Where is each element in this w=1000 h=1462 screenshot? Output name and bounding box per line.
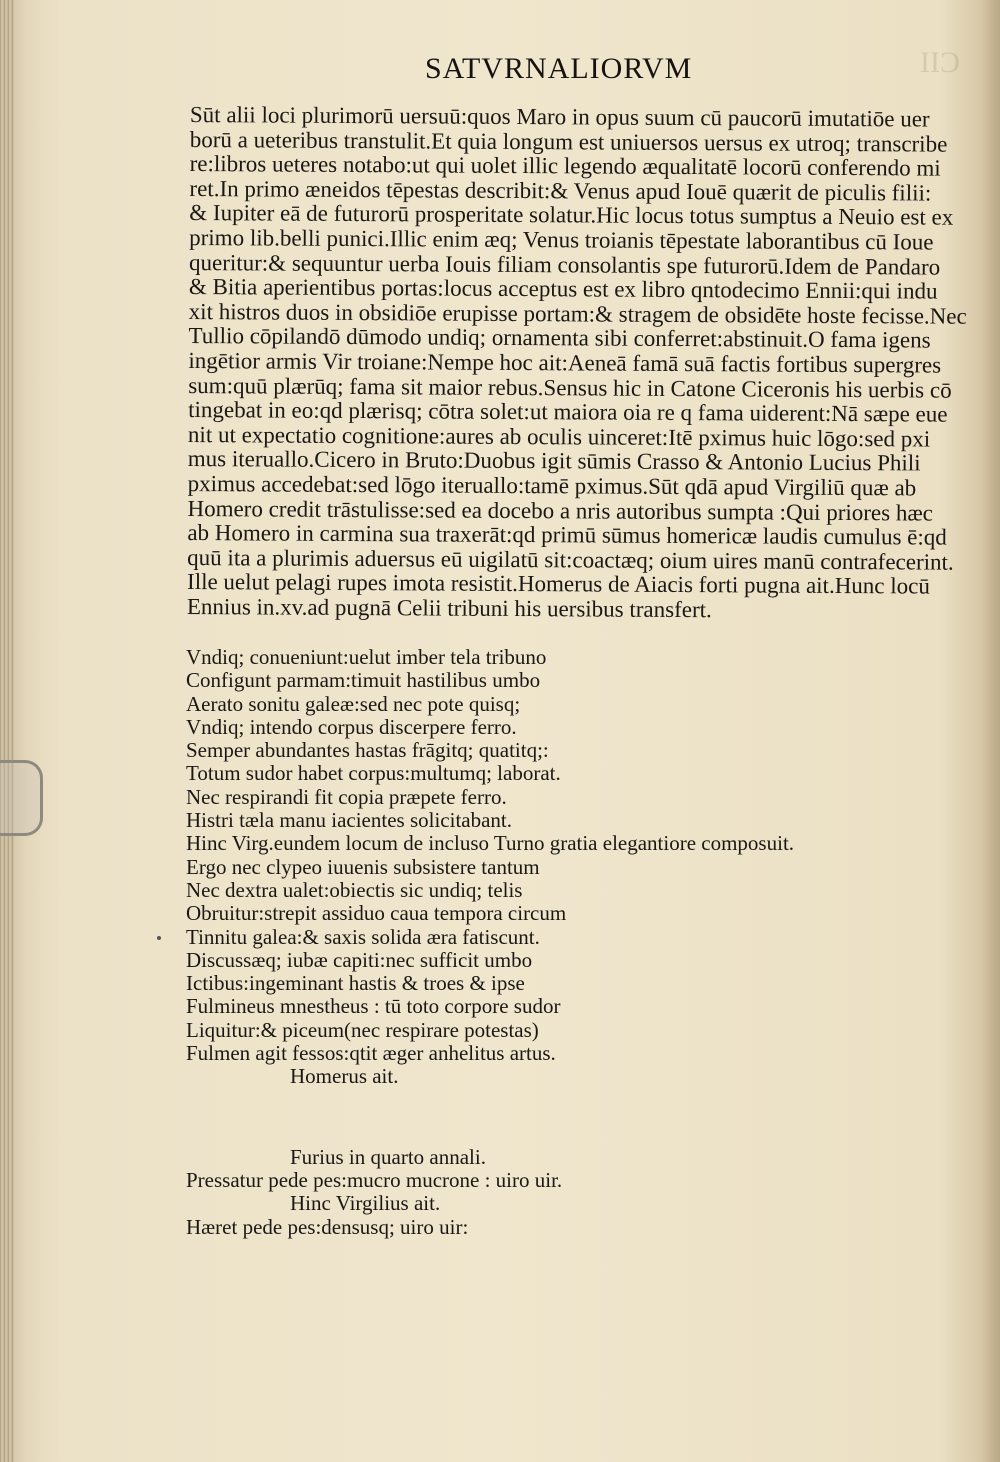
prose-line: re:libros ueteres notabo:ut qui uolet illic legendo æqualitatē locorū conferendo mi — [189, 151, 941, 181]
prose-line: tingebat in eo:qd plærisq; cōtra solet:ut maiora oia re q fama uiderent:Nā sæpe eue — [188, 397, 948, 427]
prose-line: Ennius in.xv.ad pugnā Celii tribuni his uersibus transfert. — [186, 593, 712, 623]
prose-line: Tullio cōpilandō dūmodo undiq; ornamenta sibi conferret:abstinuit.O fama igens — [188, 323, 931, 353]
prose-line: sum:quū plærūq; fama sit maior rebus.Sensus hic in Catone Ciceronis his uerbis cō — [188, 372, 952, 403]
prose-line: borū a ueteribus transtulit.Et quia longum est uniuersos uersus ex utroq; transcribe — [189, 126, 948, 157]
prose-block — [186, 102, 967, 624]
verse-line: Nec respirandi fit copia præpete ferro. — [186, 784, 507, 809]
prose-line: nit ut expectatio cognitione:aures ab oculis uinceret:Itē pximus huic lōgo:sed pxi — [187, 421, 931, 452]
prose-line: ingētior armis Vir troiane:Nempe hoc ait:Aeneā famā suā factis fortibus supergres — [188, 347, 942, 378]
verse-block — [186, 646, 794, 1239]
prose-line: & Bitia aperientibus portas:locus acceptus est ex libro qntodecimo Ennii:qui indu — [188, 274, 938, 304]
verse-line: Fulmineus mnestheus : tū toto corpore sudor — [186, 994, 561, 1019]
prose-line: xit histros duos in obsidiōe erupisse portam:& stragem de obsidēte hoste fecisse.Nec — [188, 298, 967, 329]
verse-line: Tinnitu galea:& saxis solida æra fatiscunt. — [186, 924, 540, 949]
running-head: SATVRNALIORVM — [425, 52, 693, 85]
verse-line: Semper abundantes hastas frāgitq; quatitq;: — [186, 738, 549, 763]
heading-virgil: Hinc Virgilius ait. — [290, 1191, 441, 1216]
show-through-folio: CII — [920, 46, 960, 79]
verse-line: Histri tæla manu iacientes solicitabant. — [186, 808, 513, 833]
prose-line: ab Homero in carmina sua traxerāt:qd primū sūmus homericæ laudis cumulus ē:qd — [187, 520, 947, 550]
page-clip — [0, 760, 43, 836]
prose-line: pximus accedebat:sed lōgo iteruallo:tamē pximus.Sūt qdā apud Virgiliū quæ ab — [187, 470, 917, 501]
verse-line: Fulmen agit fessos:qtit æger anhelitus artus. — [186, 1041, 556, 1066]
prose-line: quū ita a plurimis aduersus eū uigilatū sit:coactæq; oium uires manū contrafecerint. — [187, 544, 954, 575]
verse-line: Discussæq; iubæ capiti:nec sufficit umbo — [186, 947, 533, 972]
verse-line: Ergo nec clypeo iuuenis subsistere tantum — [186, 854, 540, 879]
prose-line: Homero credit trāstulisse:sed ea docebo a nris autoribus sumpta :Qui priores hæc — [187, 495, 933, 526]
heading-furius: Furius in quarto annali. — [290, 1144, 486, 1169]
prose-line: & Iupiter eā de futurorū prosperitate solatur.Hic locus totus sumptus a Neuio est ex — [189, 200, 954, 231]
ink-dot — [157, 936, 161, 940]
prose-line: queritur:& sequuntur uerba Iouis filiam consolantis spe futurorū.Idem de Pandaro — [188, 249, 941, 280]
prose-line: Ille uelut pelagi rupes imota resistit.Homerus de Aiacis forti pugna ait.Hunc locū — [186, 569, 930, 599]
verse-line: Nec dextra ualet:obiectis sic undiq; telis — [186, 877, 523, 902]
quote-virgil: Hæret pede pes:densusq; uiro uir: — [186, 1214, 469, 1239]
verse-line: Obruitur:strepit assiduo caua tempora circum — [186, 901, 567, 926]
quote-furius: Pressatur pede pes:mucro mucrone : uiro uir. — [186, 1167, 563, 1192]
verse-line: Aerato sonitu galeæ:sed nec pote quisq; — [186, 691, 521, 716]
verse-line: Liquitur:& piceum(nec respirare potestas) — [186, 1017, 539, 1042]
verse-line: Vndiq; intendo corpus discerpere ferro. — [186, 714, 517, 739]
verse-line: Totum sudor habet corpus:multumq; laborat. — [186, 761, 561, 786]
prose-line: Sūt alii loci plurimorū uersuū:quos Maro in opus suum cū paucorū imutatiōe uer — [189, 102, 930, 132]
prose-line: ret.In primo æneidos tēpestas describit:& Venus apud Iouē quærit de piculis filii: — [189, 175, 932, 206]
heading-homerus: Homerus ait. — [290, 1064, 399, 1089]
page-stack-edge — [0, 0, 14, 1462]
verse-line: Configunt parmam:timuit hastilibus umbo — [186, 668, 541, 693]
prose-line: mus iteruallo.Cicero in Bruto:Duobus igit sūmis Crasso & Antonio Lucius Phili — [187, 446, 921, 476]
verse-line: Hinc Virg.eundem locum de incluso Turno gratia elegantiore composuit. — [186, 831, 795, 856]
prose-line: primo lib.belli punici.Illic enim æq; Venus troianis tēpestate laborantibus cū Ioue — [189, 224, 934, 255]
verse-line: Ictibus:ingeminant hastis & troes & ipse — [186, 971, 525, 996]
verse-line: Vndiq; conueniunt:uelut imber tela tribuno — [186, 645, 547, 669]
